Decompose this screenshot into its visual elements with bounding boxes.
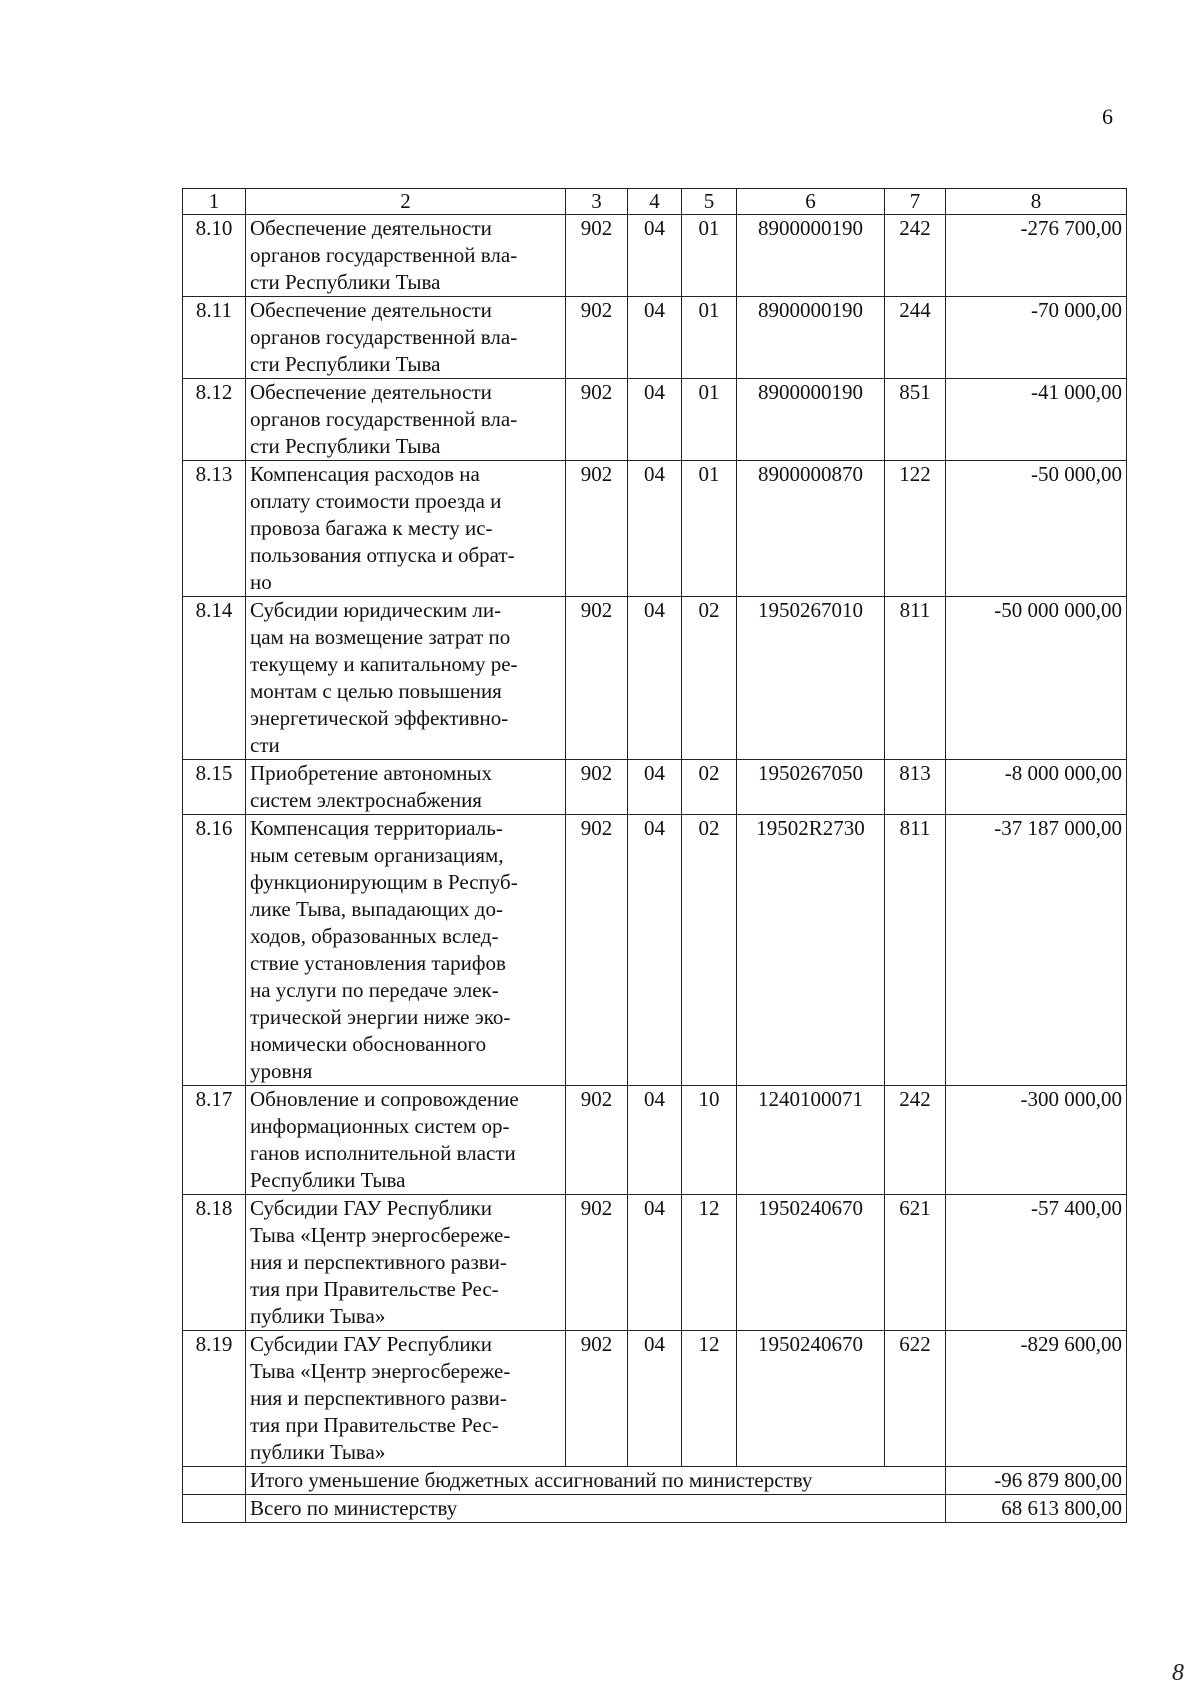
expense-type-code: 811 xyxy=(885,597,946,760)
expense-type-code: 851 xyxy=(885,379,946,461)
section-code: 04 xyxy=(628,297,682,379)
table-row xyxy=(183,815,1127,1086)
amount: -276 700,00 xyxy=(946,215,1127,297)
subsection-code: 02 xyxy=(682,815,737,1086)
table-row xyxy=(183,1195,1127,1331)
expense-name xyxy=(246,760,566,815)
table-row xyxy=(183,760,1127,815)
expense-type-code: 242 xyxy=(885,1086,946,1195)
section-code: 04 xyxy=(628,1086,682,1195)
row-number: 8.12 xyxy=(183,379,246,461)
header-cell: 2 xyxy=(246,189,566,215)
expense-name xyxy=(246,597,566,760)
section-code: 04 xyxy=(628,760,682,815)
expense-name xyxy=(246,1331,566,1467)
row-number: 8.14 xyxy=(183,597,246,760)
expense-type-code: 122 xyxy=(885,461,946,597)
expense-name-text: Субсидии юридическим ли- цам на возмещение затрат по текущему и капитальному ре- монтам с целью повышения энергетической эффективно- сти xyxy=(250,598,518,757)
section-code: 04 xyxy=(628,815,682,1086)
summary-amount: 68 613 800,00 xyxy=(946,1495,1127,1523)
target-article-code: 8900000190 xyxy=(737,297,885,379)
section-code: 04 xyxy=(628,597,682,760)
expense-name-text: Обеспечение деятельности органов государственной вла- сти Республики Тыва xyxy=(250,216,518,294)
expense-name-text: Обеспечение деятельности органов государственной вла- сти Республики Тыва xyxy=(250,298,518,376)
target-article-code: 19502R2730 xyxy=(737,815,885,1086)
expense-name xyxy=(246,815,566,1086)
target-article-code: 1240100071 xyxy=(737,1086,885,1195)
section-code: 04 xyxy=(628,215,682,297)
summary-empty-cell xyxy=(183,1467,246,1495)
subsection-code: 01 xyxy=(682,297,737,379)
table-row xyxy=(183,1331,1127,1467)
target-article-code: 1950267010 xyxy=(737,597,885,760)
header-cell: 4 xyxy=(628,189,682,215)
row-number: 8.11 xyxy=(183,297,246,379)
ministry-code: 902 xyxy=(566,760,628,815)
header-cell: 1 xyxy=(183,189,246,215)
expense-type-code: 813 xyxy=(885,760,946,815)
ministry-code: 902 xyxy=(566,215,628,297)
amount: -41 000,00 xyxy=(946,379,1127,461)
page-number: 6 xyxy=(1102,104,1113,129)
expense-type-code: 622 xyxy=(885,1331,946,1467)
table-row xyxy=(183,461,1127,597)
amount: -829 600,00 xyxy=(946,1331,1127,1467)
expense-name xyxy=(246,379,566,461)
ministry-code: 902 xyxy=(566,461,628,597)
expense-type-code: 242 xyxy=(885,215,946,297)
summary-label: Итого уменьшение бюджетных ассигнований по министерству xyxy=(246,1467,946,1495)
target-article-code: 1950240670 xyxy=(737,1195,885,1331)
amount: -70 000,00 xyxy=(946,297,1127,379)
row-number: 8.13 xyxy=(183,461,246,597)
ministry-code: 902 xyxy=(566,1331,628,1467)
ministry-code: 902 xyxy=(566,597,628,760)
header-cell: 6 xyxy=(737,189,885,215)
table-row xyxy=(183,1086,1127,1195)
summary-empty-cell xyxy=(183,1495,246,1523)
expense-type-code: 811 xyxy=(885,815,946,1086)
section-code: 04 xyxy=(628,379,682,461)
amount: -37 187 000,00 xyxy=(946,815,1127,1086)
row-number: 8.16 xyxy=(183,815,246,1086)
table-row xyxy=(183,297,1127,379)
table-row xyxy=(183,597,1127,760)
expense-name-text: Субсидии ГАУ Республики Тыва «Центр энергосбереже- ния и перспективного разви- тия при Правительстве Рес- публики Тыва» xyxy=(250,1196,511,1328)
amount: -50 000,00 xyxy=(946,461,1127,597)
expense-name-text: Субсидии ГАУ Республики Тыва «Центр энергосбереже- ния и перспективного разви- тия при Правительстве Рес- публики Тыва» xyxy=(250,1332,511,1464)
subsection-code: 01 xyxy=(682,215,737,297)
target-article-code: 8900000870 xyxy=(737,461,885,597)
header-cell: 8 xyxy=(946,189,1127,215)
row-number: 8.19 xyxy=(183,1331,246,1467)
expense-name xyxy=(246,297,566,379)
subsection-code: 02 xyxy=(682,760,737,815)
expense-name-text: Обеспечение деятельности органов государственной вла- сти Республики Тыва xyxy=(250,380,518,458)
expense-name-text: Приобретение автономных систем электроснабжения xyxy=(250,761,493,812)
summary-label: Всего по министерству xyxy=(246,1495,946,1523)
target-article-code: 8900000190 xyxy=(737,379,885,461)
ministry-code: 902 xyxy=(566,379,628,461)
budget-table xyxy=(182,188,1127,1523)
expense-name-text: Компенсация расходов на оплату стоимости проезда и провоза багажа к месту ис- пользования отпуска и обрат- но xyxy=(250,462,515,594)
summary-row xyxy=(183,1495,1127,1523)
subsection-code: 12 xyxy=(682,1331,737,1467)
expense-name-text: Компенсация территориаль- ным сетевым организациям, функционирующим в Респуб- лике Тыва, выпадающих до- ходов, образованных вслед- ствие установления тарифов на услуги по передаче элек- трической энергии ниже эко- номически обоснованного уровня xyxy=(250,816,518,1083)
expense-name xyxy=(246,461,566,597)
amount: -50 000 000,00 xyxy=(946,597,1127,760)
row-number: 8.18 xyxy=(183,1195,246,1331)
amount: -57 400,00 xyxy=(946,1195,1127,1331)
expense-type-code: 244 xyxy=(885,297,946,379)
subsection-code: 01 xyxy=(682,461,737,597)
target-article-code: 8900000190 xyxy=(737,215,885,297)
target-article-code: 1950267050 xyxy=(737,760,885,815)
amount: -8 000 000,00 xyxy=(946,760,1127,815)
summary-amount: -96 879 800,00 xyxy=(946,1467,1127,1495)
ministry-code: 902 xyxy=(566,297,628,379)
header-cell: 3 xyxy=(566,189,628,215)
table-row xyxy=(183,215,1127,297)
row-number: 8.15 xyxy=(183,760,246,815)
ministry-code: 902 xyxy=(566,1086,628,1195)
expense-name xyxy=(246,1086,566,1195)
amount: -300 000,00 xyxy=(946,1086,1127,1195)
ministry-code: 902 xyxy=(566,815,628,1086)
expense-name-text: Обновление и сопровождение информационных систем ор- ганов исполнительной власти Республики Тыва xyxy=(250,1087,519,1192)
summary-row xyxy=(183,1467,1127,1495)
row-number: 8.10 xyxy=(183,215,246,297)
ministry-code: 902 xyxy=(566,1195,628,1331)
expense-name xyxy=(246,215,566,297)
header-cell: 5 xyxy=(682,189,737,215)
subsection-code: 12 xyxy=(682,1195,737,1331)
section-code: 04 xyxy=(628,461,682,597)
subsection-code: 02 xyxy=(682,597,737,760)
target-article-code: 1950240670 xyxy=(737,1331,885,1467)
section-code: 04 xyxy=(628,1331,682,1467)
subsection-code: 01 xyxy=(682,379,737,461)
expense-name xyxy=(246,1195,566,1331)
header-cell: 7 xyxy=(885,189,946,215)
table-row xyxy=(183,379,1127,461)
subsection-code: 10 xyxy=(682,1086,737,1195)
table-header-row xyxy=(183,189,1127,215)
row-number: 8.17 xyxy=(183,1086,246,1195)
section-code: 04 xyxy=(628,1195,682,1331)
handwritten-page-mark: 8 xyxy=(1172,1660,1184,1686)
expense-type-code: 621 xyxy=(885,1195,946,1331)
